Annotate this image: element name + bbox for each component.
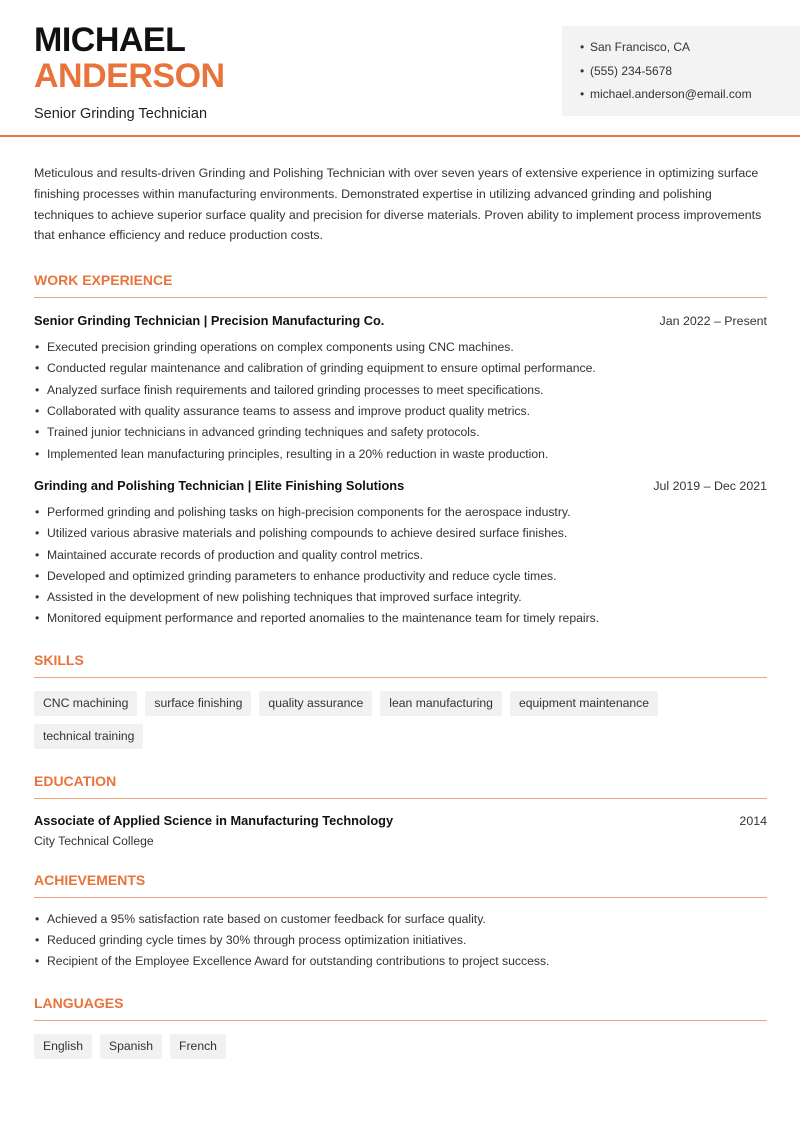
resume-content [34, 163, 767, 1059]
list-item: • Conducted regular maintenance and calibration of grinding equipment to ensure optimal performance. [34, 358, 767, 379]
contact-box [562, 26, 800, 116]
job-title: Senior Grinding Technician [34, 106, 208, 122]
contact-email [580, 86, 800, 110]
achievements-section [34, 872, 767, 973]
last-name: ANDERSON [34, 57, 225, 95]
list-item: • Assisted in the development of new polishing techniques that improved surface integrity. [34, 587, 767, 608]
job-entry [34, 313, 767, 465]
education-school: City Technical College [34, 833, 154, 848]
list-item: • Reduced grinding cycle times by 30% through process optimization initiatives. [34, 930, 767, 951]
section-title-achievements: ACHIEVEMENTS [34, 872, 767, 898]
section-title-skills: SKILLS [34, 652, 767, 678]
list-item: • Performed grinding and polishing tasks on high-precision components for the aerospace industry. [34, 502, 767, 523]
job-dates: Jan 2022 – Present [659, 314, 767, 329]
list-item: • Executed precision grinding operations on complex components using CNC machines. [34, 337, 767, 358]
job-entry [34, 478, 767, 630]
list-item: • Monitored equipment performance and reported anomalies to the maintenance team for timely repairs. [34, 608, 767, 629]
job-role: Senior Grinding Technician | Precision Manufacturing Co. [34, 313, 385, 329]
job-role: Grinding and Polishing Technician | Elite Finishing Solutions [34, 477, 405, 493]
skill-tag: quality assurance [259, 691, 372, 716]
contact-email-text: michael.anderson@email.com [590, 87, 752, 101]
skill-tag: lean manufacturing [380, 691, 502, 716]
list-item: • Collaborated with quality assurance teams to assess and improve product quality metrics. [34, 401, 767, 422]
education-header [34, 813, 767, 828]
education-entry [34, 813, 767, 848]
language-tag: French [170, 1034, 226, 1059]
section-title-languages: LANGUAGES [34, 995, 767, 1021]
job-header [34, 478, 767, 493]
list-item: • Implemented lean manufacturing principles, resulting in a 20% reduction in waste production. [34, 444, 767, 465]
skill-tag: technical training [34, 724, 143, 749]
job-bullets [34, 337, 767, 465]
list-item: • Utilized various abrasive materials and polishing compounds to achieve desired surface finishes. [34, 523, 767, 544]
education-degree: Associate of Applied Science in Manufacturing Technology [34, 812, 394, 828]
languages-section [34, 995, 767, 1059]
bullet-icon: • [580, 40, 585, 54]
achievements-list [34, 909, 767, 973]
list-item: • Developed and optimized grinding parameters to enhance productivity and reduce cycle times. [34, 566, 767, 587]
skill-tag: equipment maintenance [510, 691, 658, 716]
skill-tag: CNC machining [34, 691, 137, 716]
language-tag: Spanish [100, 1034, 162, 1059]
job-dates: Jul 2019 – Dec 2021 [653, 478, 767, 493]
contact-location-text: San Francisco, CA [590, 40, 691, 54]
list-item: • Analyzed surface finish requirements and tailored grinding processes to meet specifications. [34, 380, 767, 401]
work-section [34, 272, 767, 630]
language-tags [34, 1034, 767, 1059]
education-year: 2014 [739, 813, 767, 828]
job-bullets [34, 502, 767, 630]
section-title-education: EDUCATION [34, 773, 767, 799]
list-item: • Maintained accurate records of production and quality control metrics. [34, 545, 767, 566]
name-block [34, 22, 225, 122]
summary: Meticulous and results-driven Grinding and Polishing Technician with over seven years of extensive experience in optimizing surface finishing processes within manufacturing environments. Demonstrated expertise in utilizing advanced grinding and polishing techniques to achieve superior surface quality and precision for diverse materials. Proven ability to implement process improvements that enhance efficiency and reduce production costs. [34, 166, 762, 243]
list-item: • Achieved a 95% satisfaction rate based on customer feedback for surface quality. [34, 909, 767, 930]
education-section [34, 773, 767, 848]
skills-section [34, 652, 767, 749]
skills-tags [34, 691, 767, 749]
skill-tag: surface finishing [145, 691, 251, 716]
contact-location [580, 39, 800, 63]
contact-phone [580, 63, 800, 87]
resume-header [0, 0, 800, 137]
job-header [34, 313, 767, 328]
first-name: MICHAEL [34, 21, 186, 59]
list-item: • Recipient of the Employee Excellence Award for outstanding contributions to project success. [34, 951, 767, 972]
bullet-icon: • [580, 63, 585, 78]
section-title-work: WORK EXPERIENCE [34, 272, 767, 298]
bullet-icon: • [580, 87, 585, 101]
list-item: • Trained junior technicians in advanced grinding techniques and safety protocols. [34, 422, 767, 443]
language-tag: English [34, 1034, 92, 1059]
contact-phone-text: (555) 234-5678 [590, 63, 673, 78]
